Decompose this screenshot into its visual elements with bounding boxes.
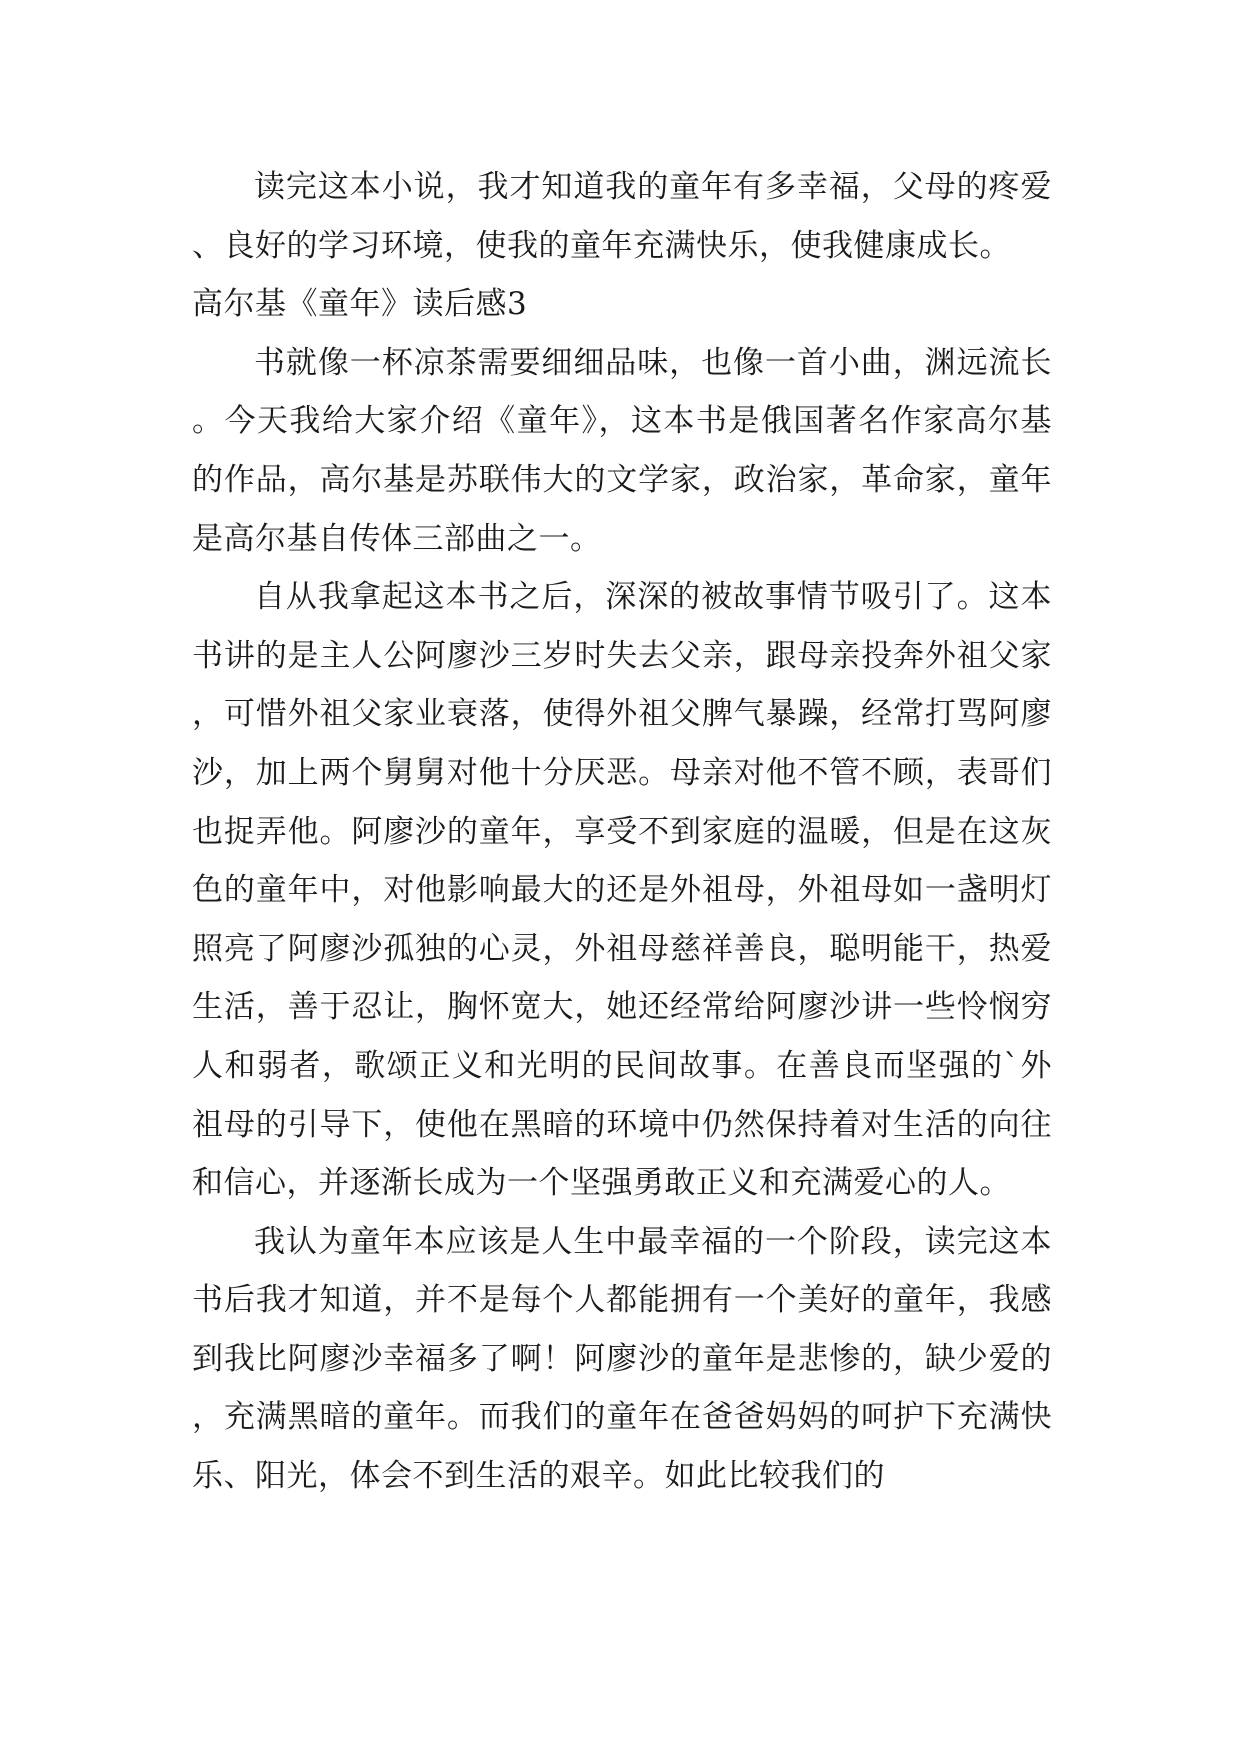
section-heading: 高尔基《童年》读后感3: [192, 286, 528, 323]
paragraph-intro: 书就像一杯凉茶需要细细品味，也像一首小曲，渊远流长。今天我给大家介绍《童年》，这本书是俄国著名作家高尔基的作品，高尔基是苏联伟大的文学家，政治家，革命家，童年是高尔基自传体三部曲之一。: [192, 344, 1052, 557]
paragraph-closing: 读完这本小说，我才知道我的童年有多幸福，父母的疼爱、良好的学习环境，使我的童年充满快乐，使我健康成长。: [192, 169, 1052, 264]
document-body: [192, 158, 1052, 1506]
paragraph-story: 自从我拿起这本书之后，深深的被故事情节吸引了。这本书讲的是主人公阿廖沙三岁时失去父亲，跟母亲投奔外祖父家，可惜外祖父家业衰落，使得外祖父脾气暴躁，经常打骂阿廖沙，加上两个舅舅对他十分厌恶。母亲对他不管不顾，表哥们也捉弄他。阿廖沙的童年，享受不到家庭的温暖，但是在这灰色的童年中，对他影响最大的还是外祖母，外祖母如一盏明灯照亮了阿廖沙孤独的心灵，外祖母慈祥善良，聪明能干，热爱生活，善于忍让，胸怀宽大，她还经常给阿廖沙讲一些怜悯穷人和弱者，歌颂正义和光明的民间故事。在善良而坚强的`外祖母的引导下，使他在黑暗的环境中仍然保持着对生活的向往和信心，并逐渐长成为一个坚强勇敢正义和充满爱心的人。: [192, 579, 1052, 1202]
paragraph-reflection: 我认为童年本应该是人生中最幸福的一个阶段，读完这本书后我才知道，并不是每个人都能拥有一个美好的童年，我感到我比阿廖沙幸福多了啊！阿廖沙的童年是悲惨的，缺少爱的，充满黑暗的童年。而我们的童年在爸爸妈妈的呵护下充满快乐、阳光，体会不到生活的艰辛。如此比较我们的: [192, 1223, 1052, 1495]
